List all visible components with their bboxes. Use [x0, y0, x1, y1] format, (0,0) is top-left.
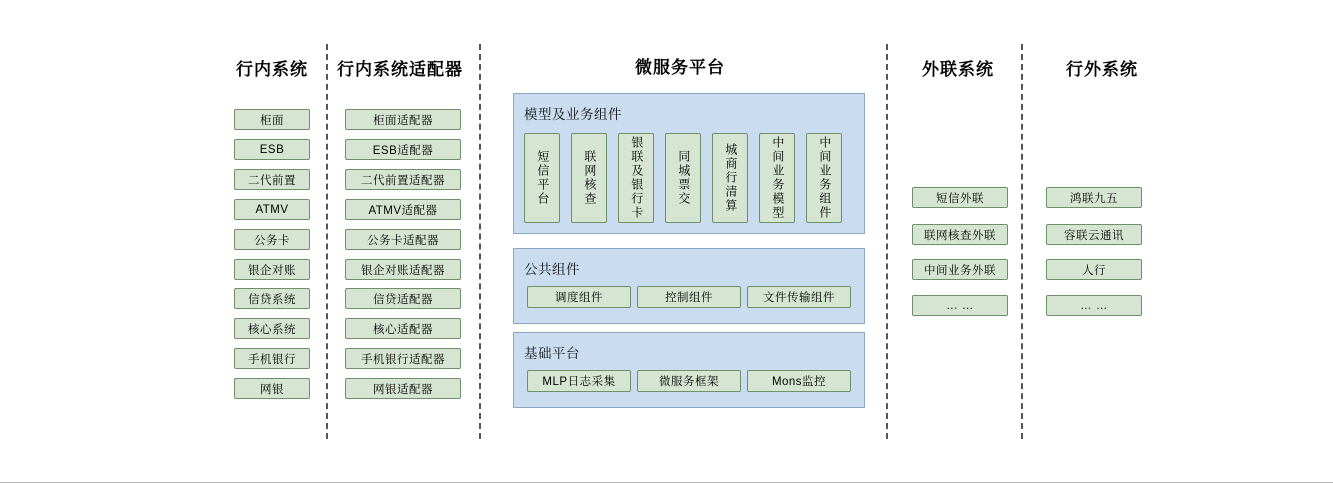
node-internal-system[interactable]: 信贷系统 [234, 288, 310, 309]
node-internal-adapter[interactable]: ATMV适配器 [345, 199, 461, 220]
node-internal-system[interactable]: 网银 [234, 378, 310, 399]
node-internal-adapter[interactable]: 网银适配器 [345, 378, 461, 399]
node-internal-adapter[interactable]: ESB适配器 [345, 139, 461, 160]
node-external-link-system[interactable]: 联网核查外联 [912, 224, 1008, 245]
node-internal-system[interactable]: 手机银行 [234, 348, 310, 369]
node-internal-adapter[interactable]: 柜面适配器 [345, 109, 461, 130]
column-title-external-link-systems: 外联系统 [922, 60, 994, 79]
group-title-common-components: 公共组件 [524, 262, 580, 277]
node-base-component[interactable]: Mons监控 [747, 370, 851, 392]
column-title-internal-systems: 行内系统 [236, 60, 308, 79]
node-model-component[interactable]: 中间业务模型 [759, 133, 795, 223]
node-model-component[interactable]: 联网核查 [571, 133, 607, 223]
divider-3 [886, 44, 888, 439]
group-title-base-platform: 基础平台 [524, 346, 580, 361]
node-internal-system[interactable]: ATMV [234, 199, 310, 220]
node-internal-system[interactable]: 公务卡 [234, 229, 310, 250]
node-common-component[interactable]: 文件传输组件 [747, 286, 851, 308]
node-model-component[interactable]: 同城票交 [665, 133, 701, 223]
node-outside-system[interactable]: 人行 [1046, 259, 1142, 280]
node-model-component[interactable]: 城商行清算 [712, 133, 748, 223]
node-external-link-system[interactable]: … … [912, 295, 1008, 316]
column-title-outside-systems: 行外系统 [1066, 60, 1138, 79]
node-internal-system[interactable]: 核心系统 [234, 318, 310, 339]
divider-1 [326, 44, 328, 439]
column-title-microservice-platform: 微服务平台 [635, 58, 725, 77]
node-internal-system[interactable]: 柜面 [234, 109, 310, 130]
node-common-component[interactable]: 控制组件 [637, 286, 741, 308]
node-outside-system[interactable]: … … [1046, 295, 1142, 316]
node-internal-system[interactable]: 二代前置 [234, 169, 310, 190]
node-model-component[interactable]: 银联及银行卡 [618, 133, 654, 223]
node-outside-system[interactable]: 鸿联九五 [1046, 187, 1142, 208]
node-base-component[interactable]: MLP日志采集 [527, 370, 631, 392]
divider-2 [479, 44, 481, 439]
node-base-component[interactable]: 微服务框架 [637, 370, 741, 392]
node-internal-adapter[interactable]: 手机银行适配器 [345, 348, 461, 369]
node-model-component[interactable]: 中间业务组件 [806, 133, 842, 223]
node-external-link-system[interactable]: 短信外联 [912, 187, 1008, 208]
node-internal-system[interactable]: 银企对账 [234, 259, 310, 280]
divider-4 [1021, 44, 1023, 439]
node-internal-adapter[interactable]: 公务卡适配器 [345, 229, 461, 250]
node-common-component[interactable]: 调度组件 [527, 286, 631, 308]
node-internal-system[interactable]: ESB [234, 139, 310, 160]
node-model-component[interactable]: 短信平台 [524, 133, 560, 223]
node-internal-adapter[interactable]: 核心适配器 [345, 318, 461, 339]
column-title-internal-adapters: 行内系统适配器 [337, 60, 463, 79]
node-internal-adapter[interactable]: 银企对账适配器 [345, 259, 461, 280]
node-internal-adapter[interactable]: 信贷适配器 [345, 288, 461, 309]
node-outside-system[interactable]: 容联云通讯 [1046, 224, 1142, 245]
node-internal-adapter[interactable]: 二代前置适配器 [345, 169, 461, 190]
node-external-link-system[interactable]: 中间业务外联 [912, 259, 1008, 280]
group-title-model-business-components: 模型及业务组件 [524, 107, 622, 122]
